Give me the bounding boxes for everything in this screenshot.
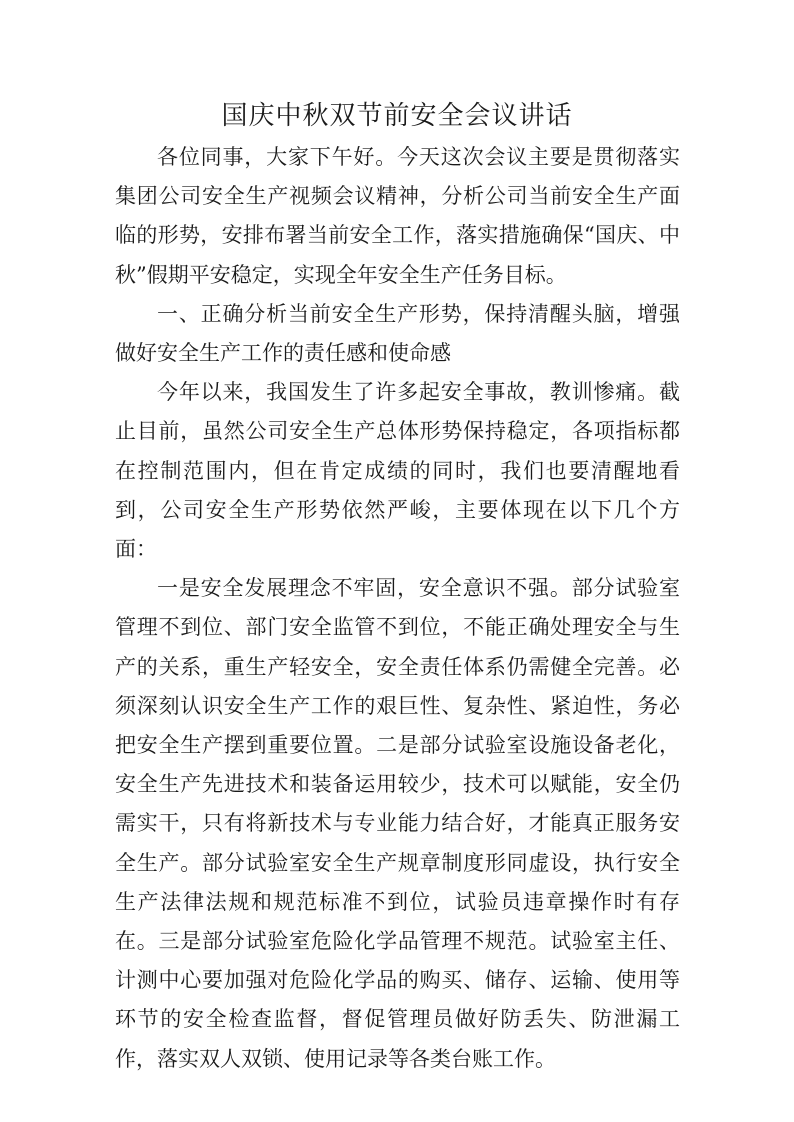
document-title: 国庆中秋双节前安全会议讲话 <box>221 101 573 131</box>
document-body <box>115 138 680 1079</box>
paragraph-situation: 今年以来，我国发生了许多起安全事故，教训惨痛。截止目前，虽然公司安全生产总体形势保持稳定，各项指标都在控制范围内，但在肯定成绩的同时，我们也要清醒地看到，公司安全生产形势依然严峻，主要体现在以下几个方面： <box>115 380 680 562</box>
paragraph-issues: 一是安全发展理念不牢固，安全意识不强。部分试验室管理不到位、部门安全监管不到位，不能正确处理安全与生产的关系，重生产轻安全，安全责任体系仍需健全完善。必须深刻认识安全生产工作的艰巨性、复杂性、紧迫性，务必把安全生产摆到重要位置。二是部分试验室设施设备老化，安全生产先进技术和装备运用较少，技术可以赋能，安全仍需实干，只有将新技术与专业能力结合好，才能真正服务安全生产。部分试验室安全生产规章制度形同虚设，执行安全生产法律法规和规范标准不到位，试验员违章操作时有存在。三是部分试验室危险化学品管理不规范。试验室主任、计测中心要加强对危险化学品的购买、储存、运输、使用等环节的安全检查监督，督促管理员做好防丢失、防泄漏工作，落实双人双锁、使用记录等各类台账工作。 <box>115 576 680 1071</box>
paragraph-greeting: 各位同事，大家下午好。今天这次会议主要是贯彻落实集团公司安全生产视频会议精神，分析公司当前安全生产面临的形势，安排布署当前安全工作，落实措施确保“国庆、中秋”假期平安稳定，实现全年安全生产任务目标。 <box>115 145 680 287</box>
paragraph-section-heading: 一、正确分析当前安全生产形势，保持清醒头脑，增强做好安全生产工作的责任感和使命感 <box>115 301 680 366</box>
